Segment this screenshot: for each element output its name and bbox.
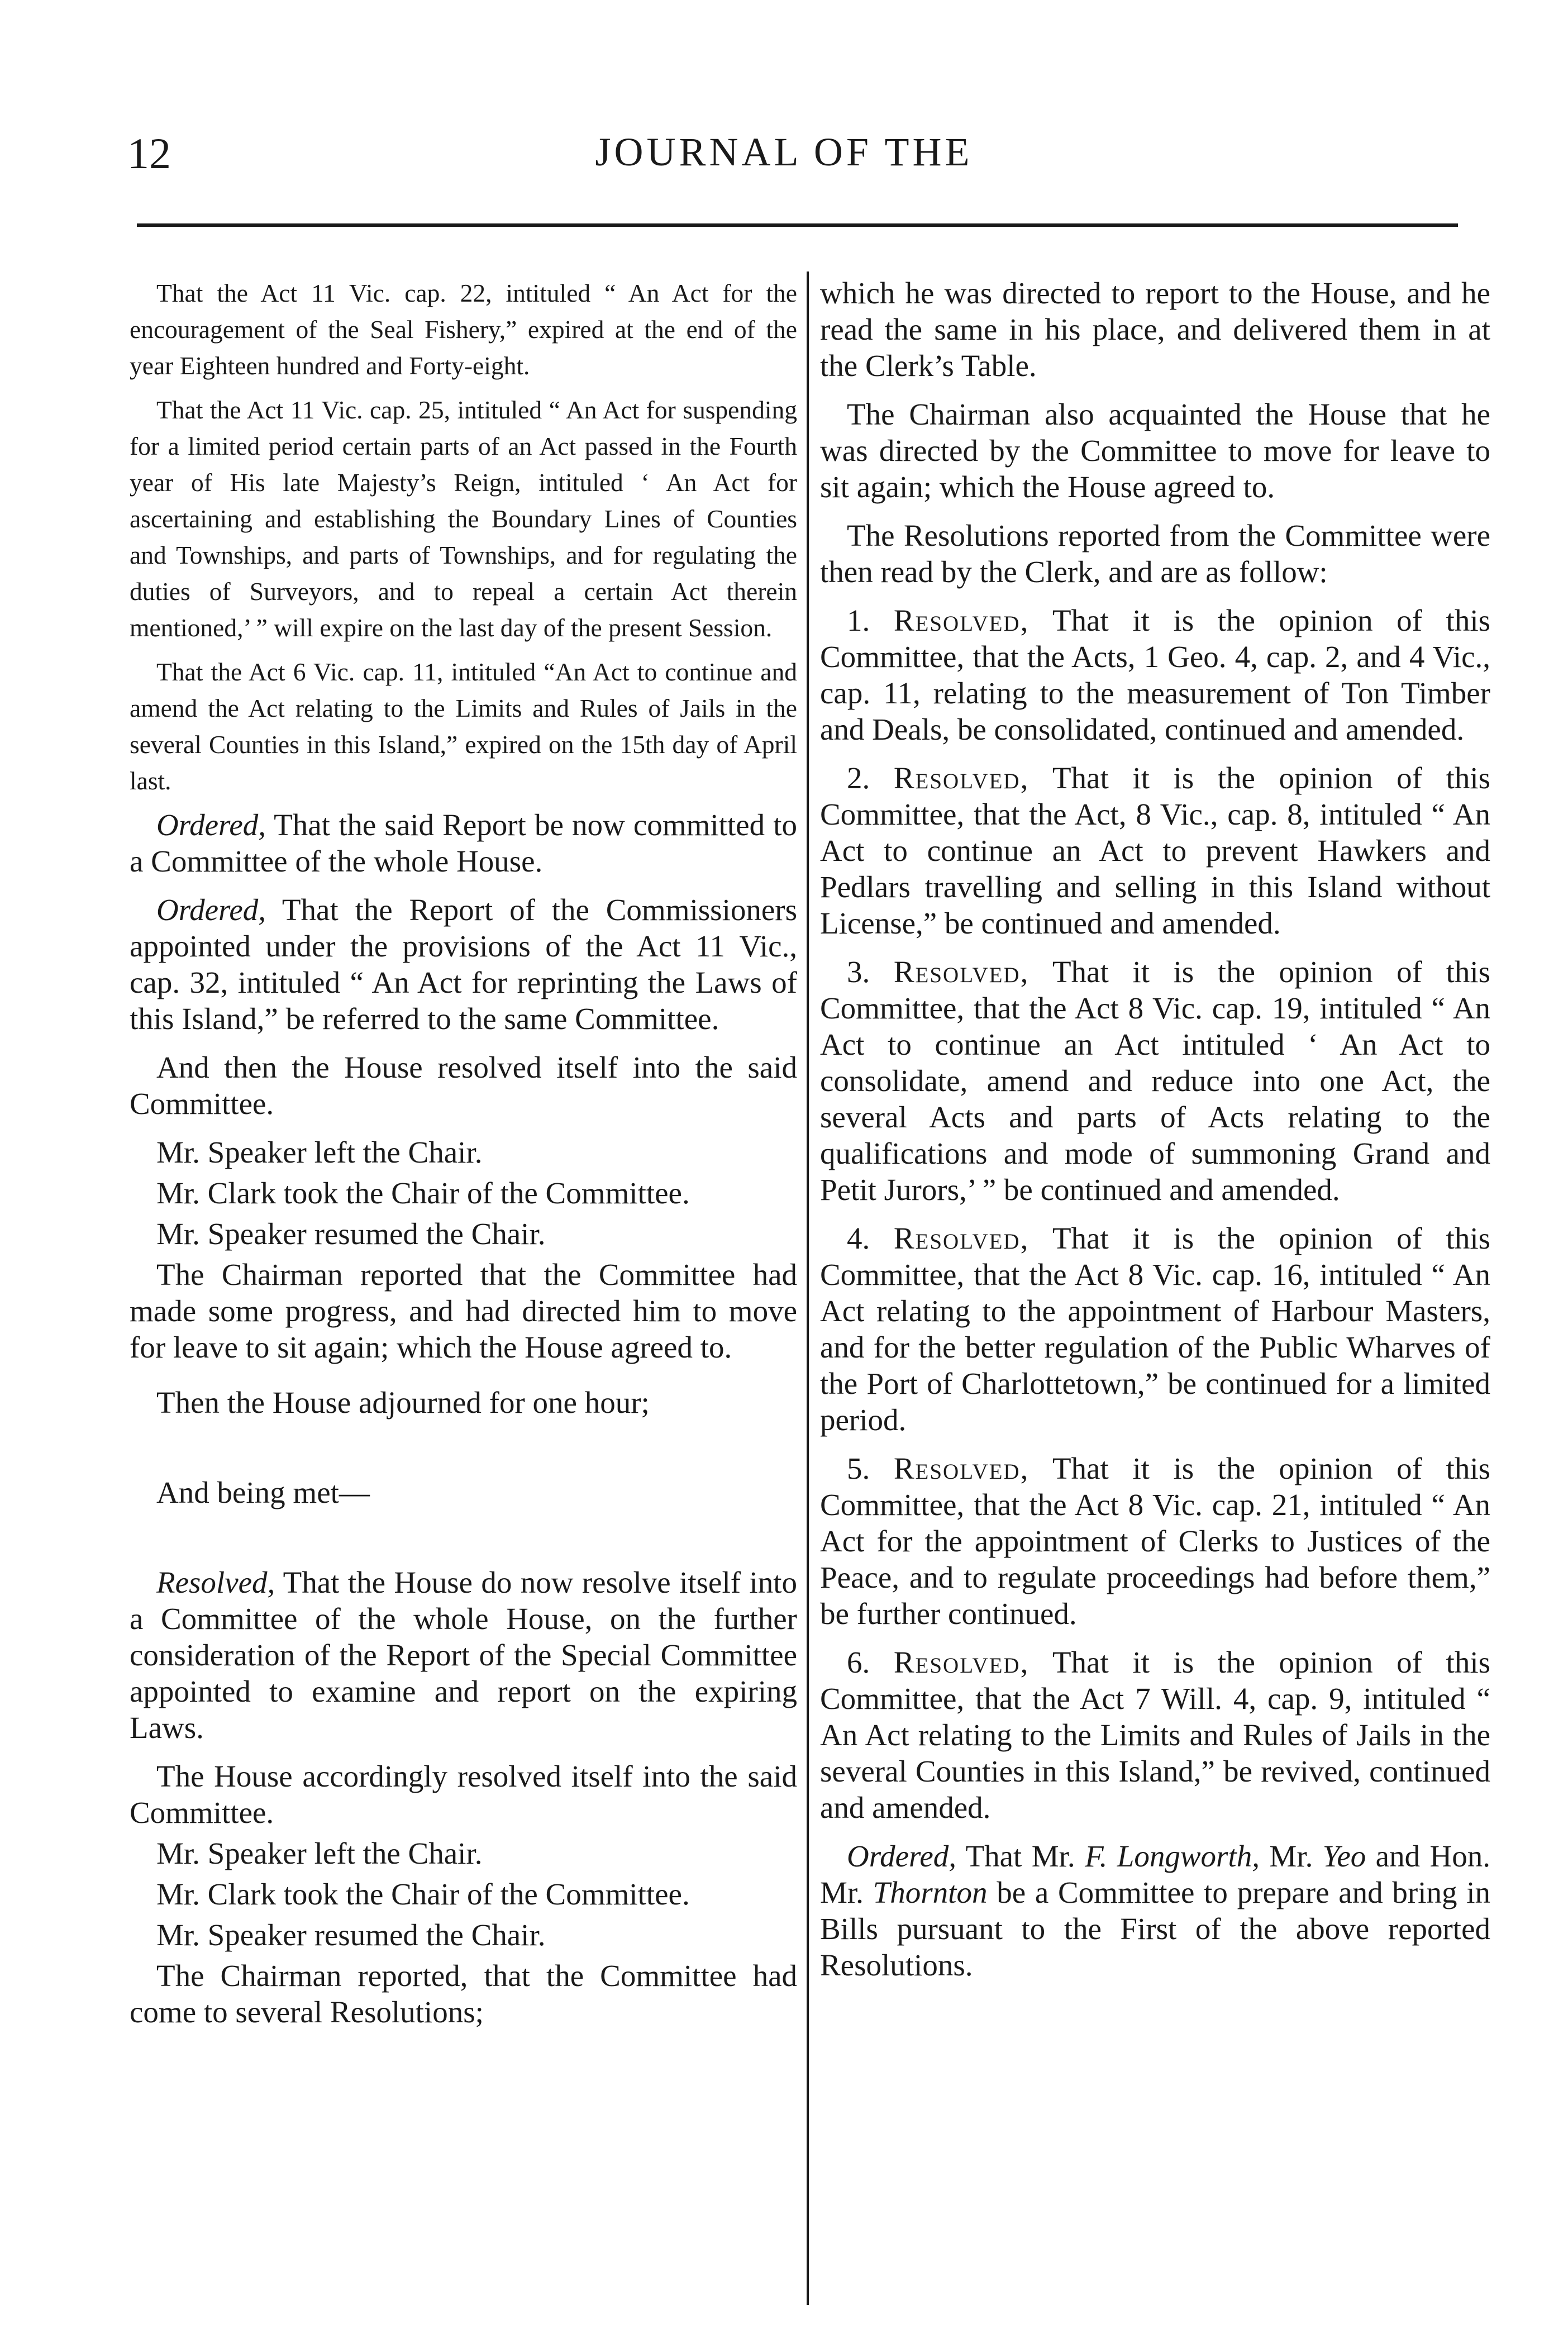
proceedings-paragraph: Mr. Speaker resumed the Chair. <box>156 1918 546 1952</box>
resolution-text: That it is the opinion of this Committee, that the Act 8 Vic. cap. 16, intituled “ An Act relating to the appointment of Harbour Masters, and for the better regulation of the Public Wharves of the Port of Charlottetown,” be continued for a limited period. <box>820 1221 1491 1437</box>
running-title: JOURNAL OF THE <box>595 130 973 174</box>
resolution-number: 5. <box>847 1451 870 1485</box>
proceedings-paragraph: Mr. Speaker resumed the Chair. <box>156 1217 546 1251</box>
proceedings-paragraph: Mr. Speaker left the Chair. <box>156 1836 483 1870</box>
ordered-text: That the Report of the Commissioners appointed under the provisions of the Act 11 Vic., cap. 32, intituled “ An Act for reprinting the Laws of this Island,” be referred to the same Committee. <box>130 893 797 1036</box>
resolution-text: That it is the opinion of this Committee, that the Act 8 Vic. cap. 19, intituled “ An Act to continue an Act intituled ‘ An Act to consolidate, amend and reduce into one Act, the several Acts and parts of Acts relating to the qualifications and mode of summoning Grand and Petit Jurors,’ ” be continued and amended. <box>820 955 1491 1207</box>
resolution-lead: Resolved, <box>893 955 1030 989</box>
resolved-text: That the House do now resolve itself into a Committee of the whole House, on the further consideration of the Report of the Special Committee appointed to examine and report on the expiring Laws. <box>130 1565 797 1745</box>
proceedings-paragraph: Mr. Speaker left the Chair. <box>156 1135 483 1169</box>
proceedings-paragraph: And then the House resolved itself into the said Committee. <box>130 1050 797 1121</box>
resolution-lead: Resolved, <box>893 1221 1030 1255</box>
right-column <box>820 275 1490 1995</box>
ordered-paragraph-committed <box>130 807 797 879</box>
column-divider <box>807 272 809 2305</box>
member-name: Thornton <box>873 1875 988 1909</box>
resolution-text: That it is the opinion of this Committee, that the Act 7 Will. 4, cap. 9, intituled “ An Act relating to the Limits and Rules of Jails in the several Counties in this Island,” be revived, continued and amended. <box>820 1645 1491 1825</box>
left-column <box>130 275 797 2035</box>
proceedings-paragraph: The House accordingly resolved itself into the said Committee. <box>130 1759 797 1830</box>
continuation-paragraph: which he was directed to report to the House, and he read the same in his place, and delivered them in at the Clerk’s Table. <box>820 276 1490 383</box>
resolved-lead: Resolved, <box>156 1565 275 1599</box>
ordered-text: Mr. <box>1259 1839 1323 1873</box>
resolution-6 <box>820 1644 1490 1826</box>
resolution-lead: Resolved, <box>893 761 1030 795</box>
resolution-2 <box>820 760 1490 941</box>
resolution-5 <box>820 1450 1490 1632</box>
ordered-paragraph-commissioners <box>130 892 797 1037</box>
proceedings-paragraph: Mr. Clark took the Chair of the Committee. <box>156 1176 690 1210</box>
resolution-text: That it is the opinion of this Committee, that the Acts, 1 Geo. 4, cap. 2, and 4 Vic., cap. 11, relating to the measurement of Ton Timber and Deals, be consolidated, continued and amended. <box>820 603 1491 746</box>
resolution-1 <box>820 602 1490 747</box>
member-name: Yeo <box>1322 1839 1366 1873</box>
resolution-number: 6. <box>847 1645 870 1679</box>
resolution-4 <box>820 1220 1490 1438</box>
resolution-text: That it is the opinion of this Committee, that the Act, 8 Vic., cap. 8, intituled “ An Act to continue an Act to prevent Hawkers and Pedlars travelling and selling in this Island without License,” be continued and amended. <box>820 761 1491 940</box>
report-paragraph-boundary-lines: That the Act 11 Vic. cap. 25, intituled “ An Act for suspending for a limited period certain parts of an Act passed in the Fourth year of His late Majesty’s Reign, intituled ‘ An Act for ascertaining and establishing the Boundary Lines of Counties and Townships, and parts of Townships, and for regulating the duties of Surveyors, and to repeal a certain Act therein mentioned,’ ” will expire on the last day of the present Session. <box>130 396 797 642</box>
ordered-text: and Hon. Mr. <box>820 1839 1491 1909</box>
ordered-lead: Ordered, <box>156 808 266 842</box>
resolution-number: 2. <box>847 761 870 795</box>
resolved-paragraph <box>130 1564 797 1746</box>
report-paragraph-seal-fishery: That the Act 11 Vic. cap. 22, intituled “ An Act for the encouragement of the Seal Fishery,” expired at the end of the year Eighteen hundred and Forty-eight. <box>130 279 797 380</box>
resolution-number: 3. <box>847 955 870 989</box>
proceedings-paragraph: Mr. Clark took the Chair of the Committee. <box>156 1877 690 1911</box>
resolution-3 <box>820 954 1490 1208</box>
resolution-lead: Resolved, <box>893 1451 1030 1485</box>
member-name: F. Longworth, <box>1085 1839 1260 1873</box>
resolution-text: That it is the opinion of this Committee, that the Act 8 Vic. cap. 21, intituled “ An Act for the appointment of Clerks to Justices of the Peace, and to regulate proceedings had before them,” be further continued. <box>820 1451 1491 1631</box>
being-met-paragraph: And being met— <box>156 1475 370 1509</box>
resolution-lead: Resolved, <box>893 603 1030 637</box>
resolution-number: 4. <box>847 1221 870 1255</box>
proceedings-paragraph: The Resolutions reported from the Committee were then read by the Clerk, and are as follow: <box>820 518 1490 589</box>
adjournment-paragraph: Then the House adjourned for one hour; <box>156 1385 650 1420</box>
ordered-lead: Ordered, <box>156 893 266 927</box>
resolution-number: 1. <box>847 603 870 637</box>
ordered-text: be a Committee to prepare and bring in Bills pursuant to the First of the above reported Resolutions. <box>820 1875 1490 1982</box>
header-rule <box>137 223 1458 227</box>
resolution-lead: Resolved, <box>893 1645 1030 1679</box>
ordered-text: That the said Report be now committed to a Committee of the whole House. <box>130 808 797 878</box>
report-paragraph-jails: That the Act 6 Vic. cap. 11, intituled “An Act to continue and amend the Act relating to the Limits and Rules of Jails in the several Counties in this Island,” expired on the 15th day of April last. <box>130 658 797 795</box>
page-number: 12 <box>127 129 171 178</box>
ordered-text: That Mr. <box>956 1839 1085 1873</box>
proceedings-paragraph: The Chairman reported that the Committee had made some progress, and had directed him to move for leave to sit again; which the House agreed to. <box>130 1258 797 1364</box>
ordered-committee-paragraph <box>820 1838 1490 1983</box>
ordered-lead: Ordered, <box>847 1839 957 1873</box>
proceedings-paragraph: The Chairman also acquainted the House that he was directed by the Committee to move for leave to sit again; which the House agreed to. <box>820 397 1490 504</box>
proceedings-paragraph: The Chairman reported, that the Committee had come to several Resolutions; <box>130 1959 797 2029</box>
